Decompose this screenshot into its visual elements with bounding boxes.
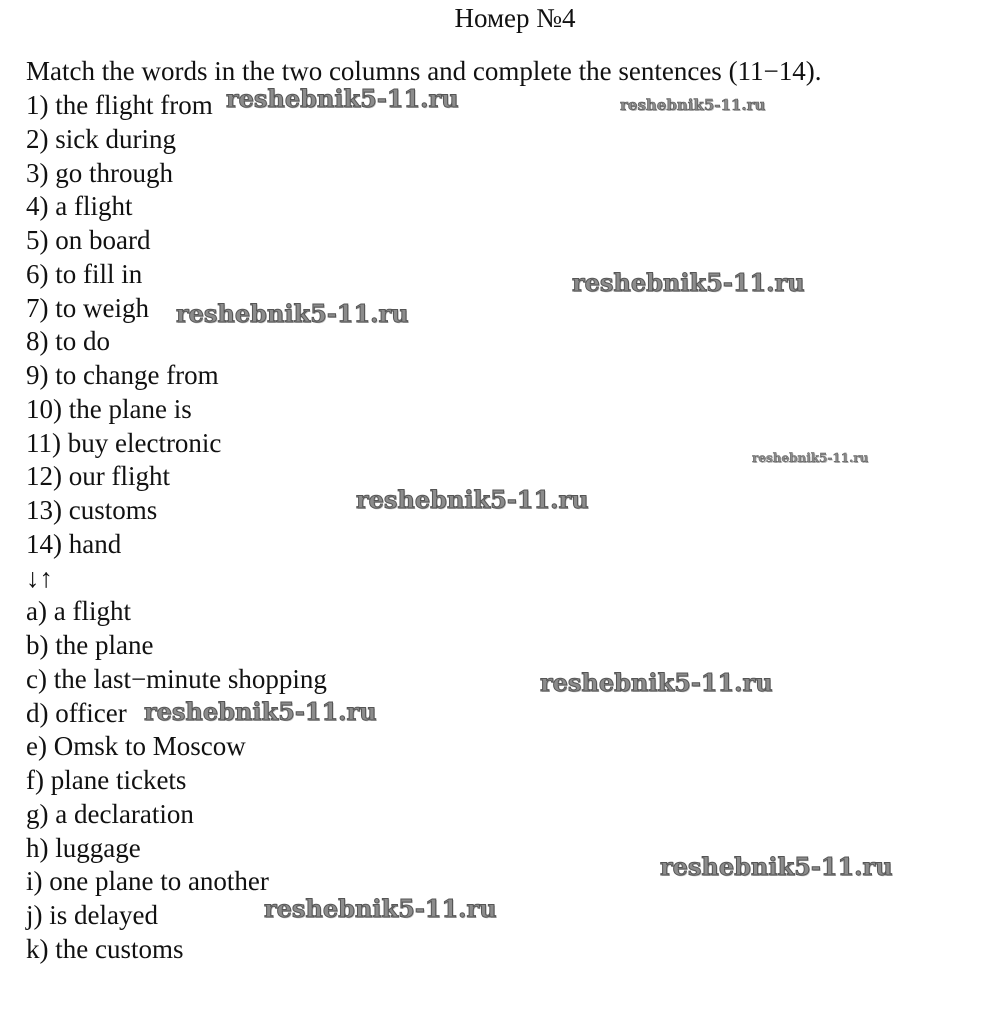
list-item: 13) customs: [26, 495, 158, 525]
list-item: k) the customs: [26, 933, 184, 964]
list-item: 1) the flight from: [26, 90, 213, 120]
page-title: Номер №4: [454, 3, 576, 33]
list-item: 5) on board: [26, 225, 151, 255]
list-item: e) Omsk to Moscow: [26, 731, 246, 762]
list-item: 11) buy electronic: [26, 427, 222, 458]
instruction-text: Match the words in the two columns and complete the sentences (11−14).: [26, 56, 822, 86]
list-item: 9) to change from: [26, 360, 219, 390]
list-item: 3) go through: [26, 157, 173, 188]
watermark: reshebnik5-11.ru: [620, 96, 766, 114]
watermark: reshebnik5-11.ru: [264, 894, 497, 923]
watermark: reshebnik5-11.ru: [660, 852, 893, 881]
list-item: 12) our flight: [26, 461, 170, 492]
watermark: reshebnik5-11.ru: [540, 668, 773, 697]
list-item: h) luggage: [26, 832, 141, 863]
list-item: 4) a flight: [26, 191, 133, 222]
list-item: 10) the plane is: [26, 393, 192, 424]
list-item: c) the last−minute shopping: [26, 663, 327, 694]
watermark: reshebnik5-11.ru: [572, 268, 805, 297]
list-item: i) one plane to another: [26, 866, 269, 897]
list-item: 6) to fill in: [26, 258, 143, 289]
list-item: j) is delayed: [26, 900, 158, 930]
watermark: reshebnik5-11.ru: [144, 697, 377, 726]
watermark: reshebnik5-11.ru: [752, 451, 869, 465]
list-item: g) a declaration: [26, 798, 194, 829]
list-item: 8) to do: [26, 326, 110, 357]
list-item: f) plane tickets: [26, 765, 187, 795]
exercise-list: [26, 89, 327, 967]
list-item: 7) to weigh: [26, 292, 149, 323]
list-item: a) a flight: [26, 596, 131, 627]
list-item: 14) hand: [26, 528, 122, 559]
list-item: 2) sick during: [26, 123, 176, 154]
arrows-divider: ↓↑: [26, 562, 53, 593]
list-item: b) the plane: [26, 630, 154, 660]
watermark: reshebnik5-11.ru: [176, 299, 409, 328]
list-item: d) officer: [26, 697, 127, 728]
watermark: reshebnik5-11.ru: [356, 485, 589, 514]
watermark: reshebnik5-11.ru: [226, 84, 459, 113]
